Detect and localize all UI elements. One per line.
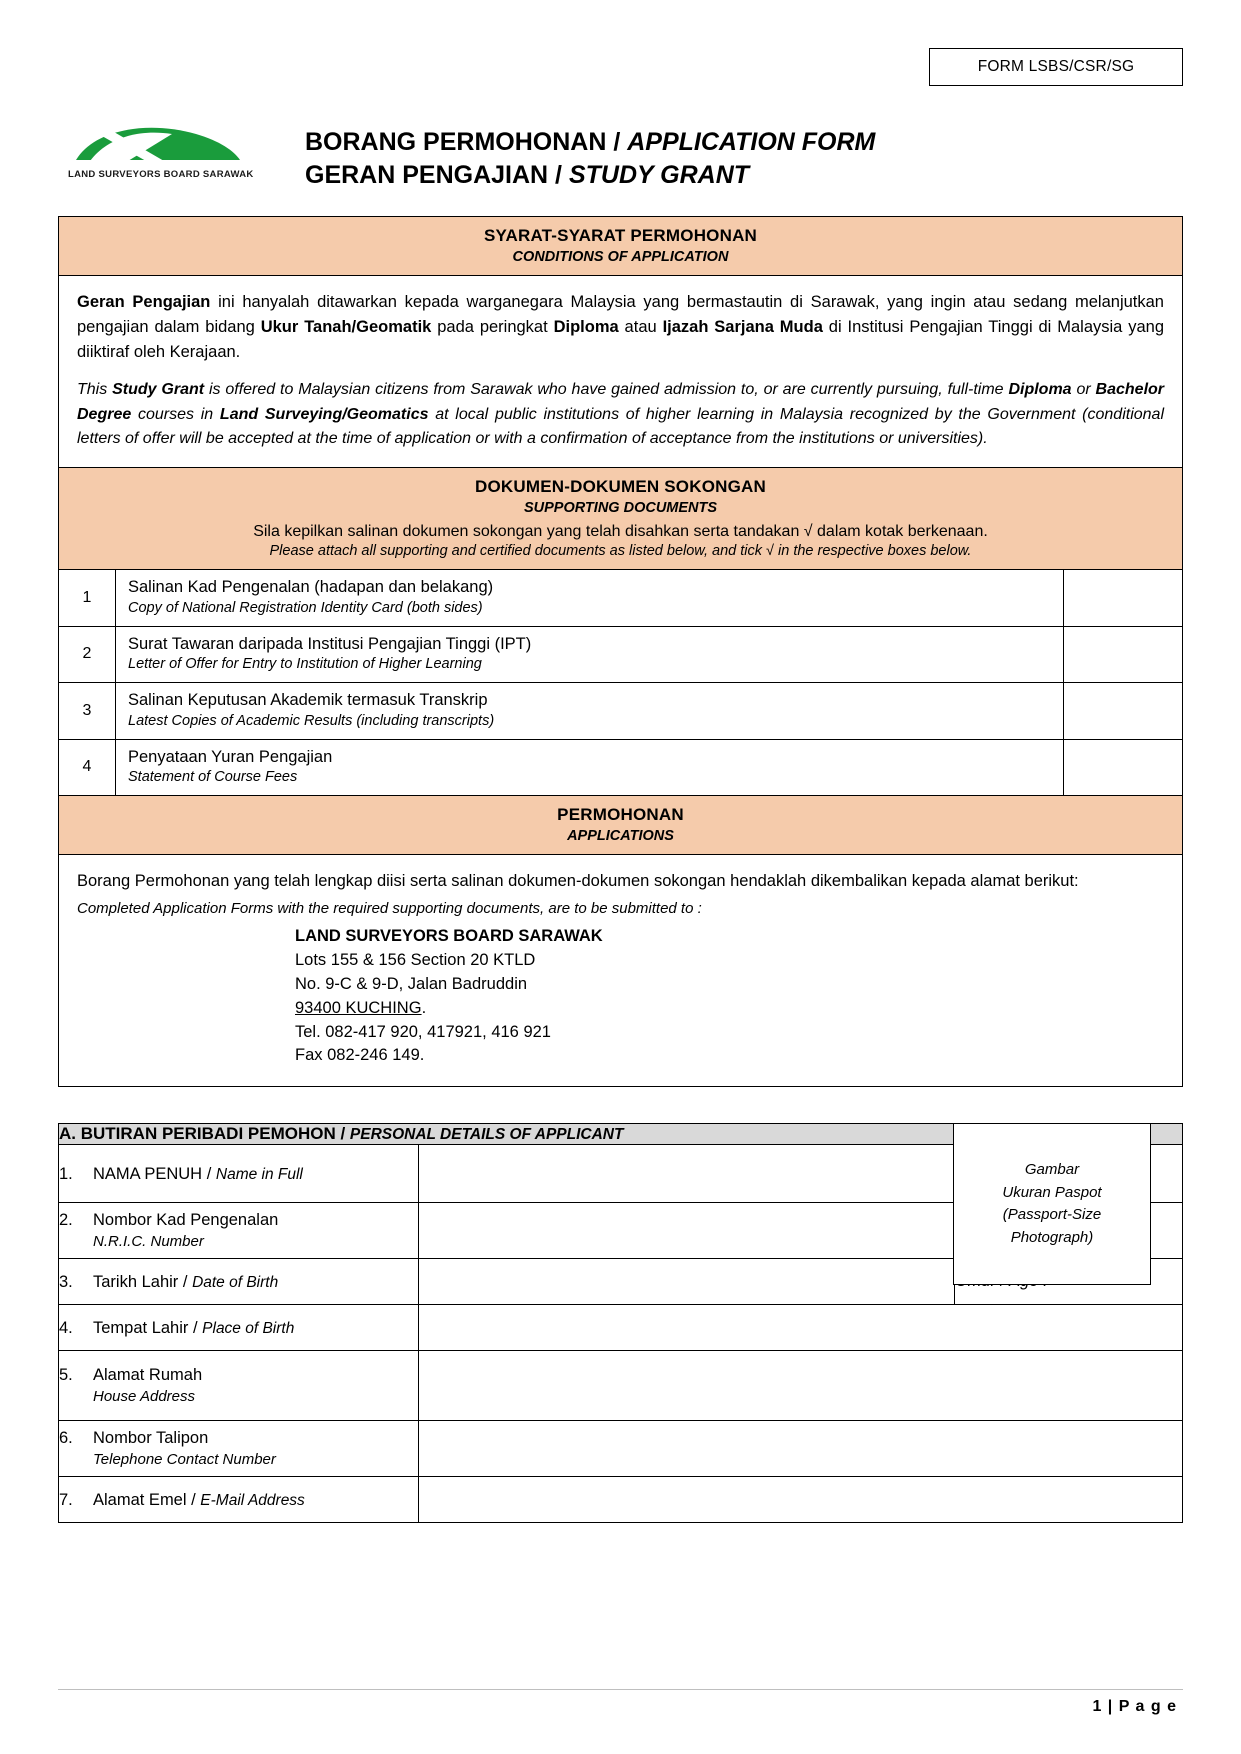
- field-number: 1.: [59, 1164, 73, 1183]
- field-number: 4.: [59, 1318, 73, 1337]
- conditions-band-title-en: CONDITIONS OF APPLICATION: [512, 249, 729, 265]
- field-input[interactable]: [419, 1421, 1183, 1477]
- table-row: [59, 683, 1182, 739]
- field-input[interactable]: [419, 1477, 1183, 1523]
- field-input[interactable]: [419, 1351, 1183, 1421]
- field-label-en: House Address: [93, 1388, 195, 1406]
- logo-block: [68, 114, 283, 180]
- document-tick-checkbox[interactable]: [1064, 683, 1183, 739]
- field-label: [59, 1203, 419, 1259]
- document-row-number: 3: [59, 683, 116, 739]
- applications-band: [59, 795, 1182, 855]
- submission-address: [77, 925, 1164, 1069]
- address-line-2: No. 9-C & 9-D, Jalan Badruddin: [295, 974, 528, 993]
- field-label: [59, 1421, 419, 1477]
- submission-text-ms: Borang Permohonan yang telah lengkap diisi serta salinan dokumen-dokumen sokongan hendaklah dikembalikan kepada alamat berikut:: [77, 872, 1079, 891]
- photo-line-1: Gambar: [1024, 1161, 1080, 1179]
- field-label-en-inline: Place of Birth: [202, 1319, 295, 1337]
- document-row-description: [116, 683, 1064, 739]
- documents-band-title-en: SUPPORTING DOCUMENTS: [523, 500, 718, 517]
- conditions-band-title-ms: SYARAT-SYARAT PERMOHONAN: [483, 226, 758, 245]
- section-a-header-en: PERSONAL DETAILS OF APPLICANT: [349, 1126, 624, 1144]
- page-footer: [58, 1689, 1183, 1716]
- field-label: [59, 1351, 419, 1421]
- document-row-number: 1: [59, 570, 116, 626]
- section-a-header-sep: /: [335, 1124, 350, 1144]
- documents-instruction-en: Please attach all supporting and certified documents as listed below, and tick √ in the respective boxes below.: [269, 543, 972, 560]
- field-label: [59, 1259, 419, 1305]
- field-label-ms: 6. Nombor Talipon: [59, 1428, 209, 1447]
- title-line-1: [305, 126, 875, 159]
- document-label-ms: Salinan Keputusan Akademik termasuk Transkrip: [128, 691, 488, 710]
- photo-line-4: Photograph): [1010, 1228, 1094, 1246]
- field-input[interactable]: [419, 1305, 1183, 1351]
- document-label-ms: Surat Tawaran daripada Institusi Pengajian Tinggi (IPT): [128, 634, 532, 653]
- supporting-documents-table: [59, 570, 1182, 795]
- personal-details-row: [59, 1477, 1183, 1523]
- table-row: [59, 739, 1182, 795]
- table-row: [59, 626, 1182, 682]
- document-row-number: 2: [59, 626, 116, 682]
- field-label: [59, 1305, 419, 1351]
- table-row: [59, 570, 1182, 626]
- section-a-personal-details: [58, 1123, 1183, 1523]
- document-tick-checkbox[interactable]: [1064, 739, 1183, 795]
- field-label-ms: 5. Alamat Rumah: [59, 1365, 203, 1384]
- submission-address-block: [59, 855, 1182, 1086]
- documents-instruction-ms: Sila kepilkan salinan dokumen sokongan yang telah disahkan serta tandakan √ dalam kotak berkenaan.: [253, 523, 988, 541]
- title-line-2: [305, 159, 875, 192]
- form-code-row: [58, 48, 1183, 86]
- field-label-ms: 4. Tempat Lahir / Place of Birth: [59, 1318, 295, 1337]
- document-label-en: Letter of Offer for Entry to Institution of Higher Learning: [128, 656, 482, 673]
- address-telephone: Tel. 082-417 920, 417921, 416 921: [295, 1022, 551, 1041]
- field-label-en: Telephone Contact Number: [93, 1451, 276, 1469]
- document-tick-checkbox[interactable]: [1064, 570, 1183, 626]
- land-surveyors-board-logo-icon: [68, 120, 253, 168]
- document-row-description: [116, 626, 1064, 682]
- personal-details-row: [59, 1305, 1183, 1351]
- field-number: 6.: [59, 1428, 73, 1447]
- title-line-2-en: STUDY GRANT: [568, 161, 750, 189]
- document-label-en: Latest Copies of Academic Results (including transcripts): [128, 712, 495, 729]
- conditions-paragraph-ms: Geran Pengajian ini hanyalah ditawarkan kepada warganegara Malaysia yang bermastautin di Sarawak, yang ingin atau sedang melanjutkan pengajian dalam bidang Ukur Tanah/Geomatik pada peringkat Diploma atau Ijazah Sarjana Muda di Institusi Pengajian Tinggi di Malaysia yang diiktiraf oleh Kerajaan.: [77, 293, 1165, 361]
- document-header: [58, 114, 1183, 192]
- field-label-ms: 1. NAMA PENUH / Name in Full: [59, 1164, 303, 1183]
- conditions-text: [59, 276, 1182, 468]
- document-row-description: [116, 739, 1064, 795]
- title-line-1-en: APPLICATION FORM: [627, 128, 876, 156]
- personal-details-row: [59, 1351, 1183, 1421]
- passport-photo-placeholder: [953, 1123, 1151, 1285]
- photo-line-3: (Passport-Size: [1002, 1206, 1102, 1224]
- title-line-1-ms: BORANG PERMOHONAN: [305, 128, 607, 156]
- document-tick-checkbox[interactable]: [1064, 626, 1183, 682]
- document-row-description: [116, 570, 1064, 626]
- document-row-number: 4: [59, 739, 116, 795]
- conditions-band: [59, 217, 1182, 276]
- address-line-1: Lots 155 & 156 Section 20 KTLD: [295, 950, 536, 969]
- documents-band-title-ms: DOKUMEN-DOKUMEN SOKONGAN: [475, 477, 766, 497]
- address-line-3: [295, 997, 1164, 1021]
- field-label-en-inline: Name in Full: [215, 1165, 303, 1183]
- address-org: LAND SURVEYORS BOARD SARAWAK: [295, 926, 603, 945]
- field-input[interactable]: [419, 1259, 955, 1305]
- conditions-documents-box: [58, 216, 1183, 1087]
- field-label-ms: 3. Tarikh Lahir / Date of Birth: [59, 1272, 279, 1291]
- footer-divider: [58, 1689, 1183, 1690]
- address-city-tail: .: [421, 998, 427, 1017]
- field-label-en-inline: E-Mail Address: [200, 1491, 305, 1509]
- field-number: 2.: [59, 1210, 73, 1229]
- field-label-ms: 7. Alamat Emel / E-Mail Address: [59, 1490, 305, 1509]
- page-number: 1 | P a g e: [1092, 1698, 1177, 1715]
- conditions-paragraph-en: This Study Grant is offered to Malaysian citizens from Sarawak who have gained admission to, or are currently pursuing, full-time Diploma or Bachelor Degree courses in Land Surveying/Geomatics at local public institutions of higher learning in Malaysia recognized by the Government (conditional letters of offer will be accepted at the time of application or with a confirmation of acceptance from the institutions or universities).: [77, 381, 1165, 447]
- address-city: 93400 KUCHING: [295, 998, 422, 1017]
- address-fax: Fax 082-246 149.: [295, 1046, 425, 1065]
- document-label-ms: Salinan Kad Pengenalan (hadapan dan belakang): [128, 578, 494, 597]
- field-number: 7.: [59, 1490, 73, 1509]
- title-line-1-sep: /: [606, 128, 628, 156]
- document-label-en: Statement of Course Fees: [128, 769, 298, 786]
- field-number: 3.: [59, 1272, 73, 1291]
- field-label: [59, 1477, 419, 1523]
- logo-caption: LAND SURVEYORS BOARD SARAWAK: [68, 169, 254, 180]
- title-line-2-ms: GERAN PENGAJIAN: [305, 161, 549, 189]
- field-label-en-inline: Date of Birth: [192, 1273, 279, 1291]
- form-code-box: FORM LSBS/CSR/SG: [929, 48, 1183, 86]
- document-label-ms: Penyataan Yuran Pengajian: [128, 747, 333, 766]
- field-label-en: N.R.I.C. Number: [93, 1233, 204, 1251]
- field-label: [59, 1145, 419, 1203]
- documents-band: [59, 468, 1182, 570]
- section-a-header-ms: A. BUTIRAN PERIBADI PEMOHON: [59, 1124, 336, 1144]
- applications-band-title-en: APPLICATIONS: [567, 828, 674, 845]
- page-title: [283, 114, 875, 192]
- title-line-2-sep: /: [548, 161, 569, 189]
- document-label-en: Copy of National Registration Identity Card (both sides): [128, 599, 483, 616]
- field-label-ms: 2. Nombor Kad Pengenalan: [59, 1210, 279, 1229]
- field-number: 5.: [59, 1365, 73, 1384]
- applications-band-title-ms: PERMOHONAN: [557, 805, 684, 825]
- submission-text-en: Completed Application Forms with the required supporting documents, are to be submitted to :: [77, 899, 702, 917]
- photo-line-2: Ukuran Paspot: [1002, 1183, 1102, 1201]
- personal-details-row: [59, 1421, 1183, 1477]
